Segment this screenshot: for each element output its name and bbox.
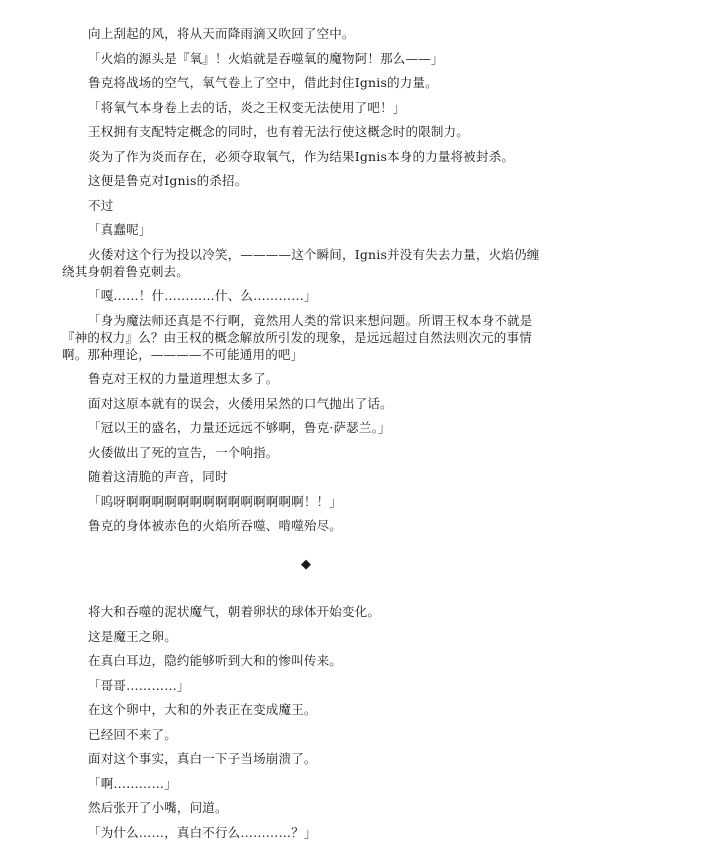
paragraph: 「呜呀啊啊啊啊啊啊啊啊啊啊啊啊啊啊！！」 — [88, 493, 343, 509]
paragraph: 随着这清脆的声音，同时 — [88, 469, 228, 484]
paragraph: 「嘎……！什…………什、么…………」 — [88, 288, 317, 303]
paragraph: 鲁克的身体被赤色的火焰所吞噬、啃噬殆尽。 — [88, 518, 343, 533]
paragraph: 鲁克将战场的空气，氧气卷上了空中，借此封住Ignis的力量。 — [88, 75, 438, 90]
paragraph: 将大和吞噬的泥状魔气，朝着卵状的球体开始变化。 — [88, 604, 381, 619]
paragraph: 面对这个事实，真白一下子当场崩溃了。 — [88, 751, 317, 766]
paragraph: 面对这原本就有的误会，火倭用呆然的口气抛出了话。 — [88, 395, 393, 411]
paragraph: 炎为了作为炎而存在，必须夺取氧气，作为结果Ignis本身的力量将被封杀。 — [88, 148, 515, 164]
paragraph: 「冠以王的盛名，力量还远远不够啊，鲁克·萨瑟兰。」 — [88, 420, 391, 435]
paragraph: 「身为魔法师还真是不行啊，竟然用人类的常识来想问题。所谓王权本身不就是『神的权力』么？由王权的概念解放所引发的现象，是远远超过自然法则次元的事情啊。那种理论，————不可能通用的吧」 — [62, 312, 533, 362]
paragraph: 鲁克对王权的力量道理想太多了。 — [88, 371, 279, 386]
document-page — [62, 25, 550, 848]
paragraph: 火倭做出了死的宣告，一个响指。 — [88, 444, 279, 460]
paragraph: 「为什么……，真白不行么…………？」 — [88, 824, 317, 840]
paragraph: 这是魔王之卵。 — [88, 628, 177, 644]
paragraph: 「将氧气本身卷上去的话，炎之王权变无法使用了吧！」 — [88, 99, 406, 115]
paragraph: 「哥哥…………」 — [88, 677, 190, 693]
paragraph: 「啊…………」 — [88, 775, 177, 791]
paragraph: 已经回不来了。 — [88, 726, 177, 742]
paragraph: 「真蠢呢」 — [88, 222, 152, 237]
paragraph: 在真白耳边，隐约能够听到大和的惨叫传来。 — [88, 653, 343, 668]
paragraph: 火倭对这个行为投以冷笑，————这个瞬间，Ignis并没有失去力量，火焰仍缠绕其身朝着鲁克刺去。 — [62, 246, 540, 279]
paragraph: 这便是鲁克对Ignis的杀招。 — [88, 173, 248, 188]
paragraph: 王权拥有支配特定概念的同时，也有着无法行使这概念时的限制力。 — [88, 124, 470, 139]
paragraph: 在这个卵中，大和的外表正在变成魔王。 — [88, 702, 317, 717]
paragraph: 向上刮起的风，将从天而降雨滴又吹回了空中。 — [88, 26, 355, 41]
paragraph: 然后张开了小嘴，问道。 — [88, 800, 228, 815]
paragraph: 「火焰的源头是『氧』！火焰就是吞噬氧的魔物阿！那么——」 — [88, 50, 444, 66]
section-divider-diamond-icon: ◆ — [301, 557, 311, 572]
paragraph: 不过 — [88, 197, 114, 213]
